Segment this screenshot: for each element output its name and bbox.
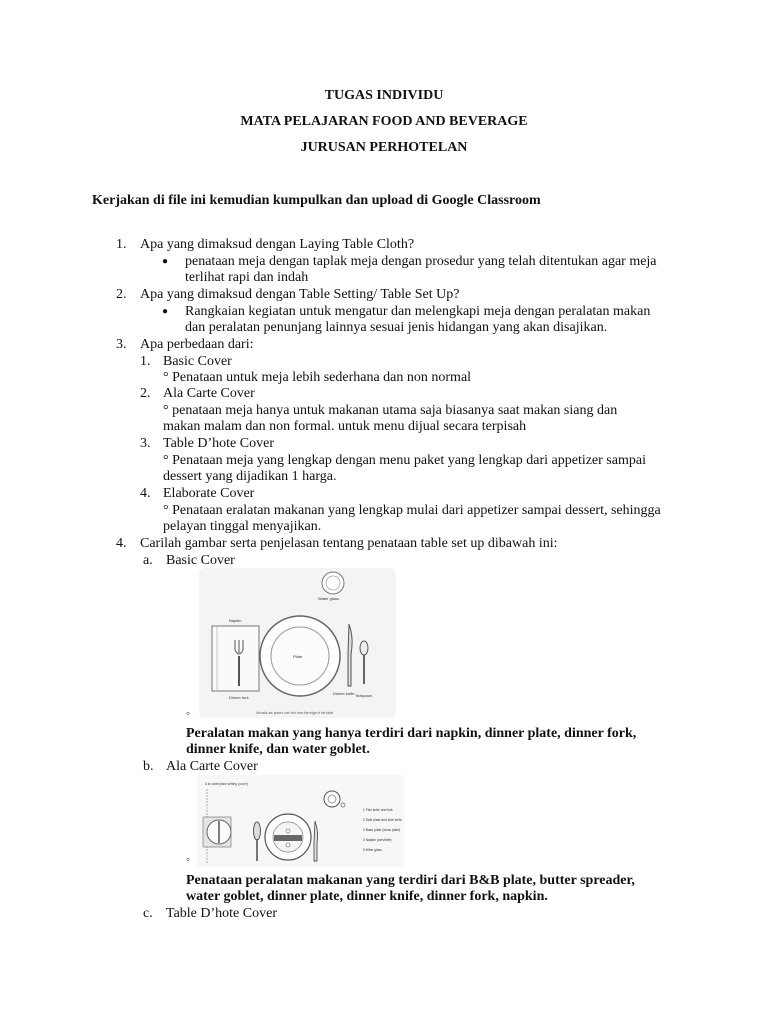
q3-item-number: 3. [140, 436, 151, 451]
q4b-desc-line2: water goblet, dinner plate, dinner knife, dinner fork, napkin. [186, 889, 548, 904]
ala-carte-drawing [197, 775, 404, 867]
q4b-marker: ◦ [186, 854, 190, 866]
fork-icon [254, 822, 261, 861]
q1-number: 1. [116, 237, 127, 252]
q3-item-label: Table D’hote Cover [163, 436, 274, 451]
q2-bullet: ● [162, 306, 169, 317]
q3-number: 3. [116, 337, 127, 352]
q1-answer-line1: penataan meja dengan taplak meja dengan prosedur yang telah ditentukan agar meja [185, 254, 657, 269]
q4a-letter: a. [143, 553, 153, 568]
title-line-3: JURUSAN PERHOTELAN [300, 140, 468, 155]
legend [363, 808, 402, 852]
q3-item-desc-line1: ° Penataan meja yang lengkap dengan menu paket yang lengkap dari appetizer sampai [163, 453, 646, 468]
q4a-marker: ◦ [186, 708, 190, 720]
side-plate-icon [207, 820, 231, 844]
napkin-icon [212, 626, 259, 691]
q3-item-number: 4. [140, 486, 151, 501]
q1-bullet: ● [162, 256, 169, 267]
q4b-letter: b. [143, 759, 154, 774]
label-teaspoon: Teaspoon [355, 693, 373, 698]
q3-item-desc-line1: ° Penataan untuk meja lebih sederhana dan non normal [163, 370, 472, 385]
q4b-desc-line1: Penataan peralatan makanan yang terdiri dari B&B plate, butter spreader, [186, 873, 635, 888]
q3-item-desc-line2: pelayan tinggal menyajikan. [163, 519, 322, 534]
base-plate-icon [265, 814, 311, 860]
q4a-desc-line1: Peralatan makan yang hanya terdiri dari napkin, dinner plate, dinner fork, [186, 726, 637, 741]
q2-answer-line1: Rangkaian kegiatan untuk mengatur dan melengkapi meja dengan peralatan makan [185, 304, 651, 319]
q3-item-desc-line1: ° Penataan eralatan makanan yang lengkap mulai dari appetizer sampai dessert, sehingga [163, 503, 661, 518]
label-plate: Plate [293, 654, 303, 659]
legend-item: 2 Side plate and side knife [363, 818, 402, 822]
legend-item: 1 Fish knife and fork [363, 808, 393, 812]
basic-cover-illustration [199, 568, 396, 718]
q3-item-number: 1. [140, 354, 151, 369]
label-dinner-fork: Dinner fork [229, 695, 249, 700]
q3-item-label: Ala Carte Cover [163, 386, 255, 401]
teaspoon-icon [360, 641, 368, 684]
q1-answer-line2: terlihat rapi dan indah [185, 270, 309, 285]
title-line-2: MATA PELAJARAN FOOD AND BEVERAGE [240, 114, 528, 129]
q3-item-label: Elaborate Cover [163, 486, 255, 501]
q2-answer-line2: dan peralatan penunjang lainnya sesuai jenis hidangan yang akan disajikan. [185, 320, 608, 335]
q4-question: Carilah gambar serta penjelasan tentang penataan table set up dibawah ini: [140, 536, 558, 551]
q3-item-desc-line2: makan malam dan non formal. untuk menu dijual secara terpisah [163, 419, 527, 434]
q3-item-desc-line2: dessert yang dijadikan 1 harga. [163, 469, 337, 484]
legend-item: 5 Wine glass [363, 848, 382, 852]
legend-item: 3 Base plate (show plate) [363, 828, 401, 832]
water-glass-icon [322, 572, 344, 594]
q1-question: Apa yang dimaksud dengan Laying Table Cloth? [140, 237, 415, 252]
legend-item: 4 Napkin (serviette) [363, 838, 392, 842]
q3-question: Apa perbedaan dari: [140, 337, 254, 352]
q4-number: 4. [116, 536, 127, 551]
q3-item-number: 2. [140, 386, 151, 401]
figure-title: A la carte/place setting (cover) [205, 782, 248, 786]
q4c-letter: c. [143, 906, 153, 921]
q4a-label: Basic Cover [166, 553, 235, 568]
q3-item-desc-line1: ° penataan meja hanya untuk makanan utama saja biasanya saat makan siang dan [163, 403, 618, 418]
label-dinner-knife: Dinner knife [333, 691, 355, 696]
dinner-knife-icon [348, 624, 352, 686]
basic-cover-drawing [199, 568, 396, 718]
q2-number: 2. [116, 287, 127, 302]
q2-question: Apa yang dimaksud dengan Table Setting/ Table Set Up? [140, 287, 460, 302]
figure-caption: Utensils are placed one inch from the edge of the table [256, 711, 334, 715]
q3-item-label: Basic Cover [163, 354, 232, 369]
q4a-desc-line2: dinner knife, dan water goblet. [186, 742, 370, 757]
ala-carte-cover-illustration [197, 775, 404, 867]
q4c-label: Table D’hote Cover [166, 906, 277, 921]
label-water-glass: Water glass [318, 596, 339, 601]
instruction: Kerjakan di file ini kemudian kumpulkan dan upload di Google Classroom [92, 193, 541, 208]
q4b-label: Ala Carte Cover [166, 759, 258, 774]
wine-glass-icon [324, 791, 345, 807]
label-napkin: Napkin [229, 618, 242, 623]
knife-icon [314, 821, 318, 861]
title-line-1: TUGAS INDIVIDU [324, 88, 444, 103]
